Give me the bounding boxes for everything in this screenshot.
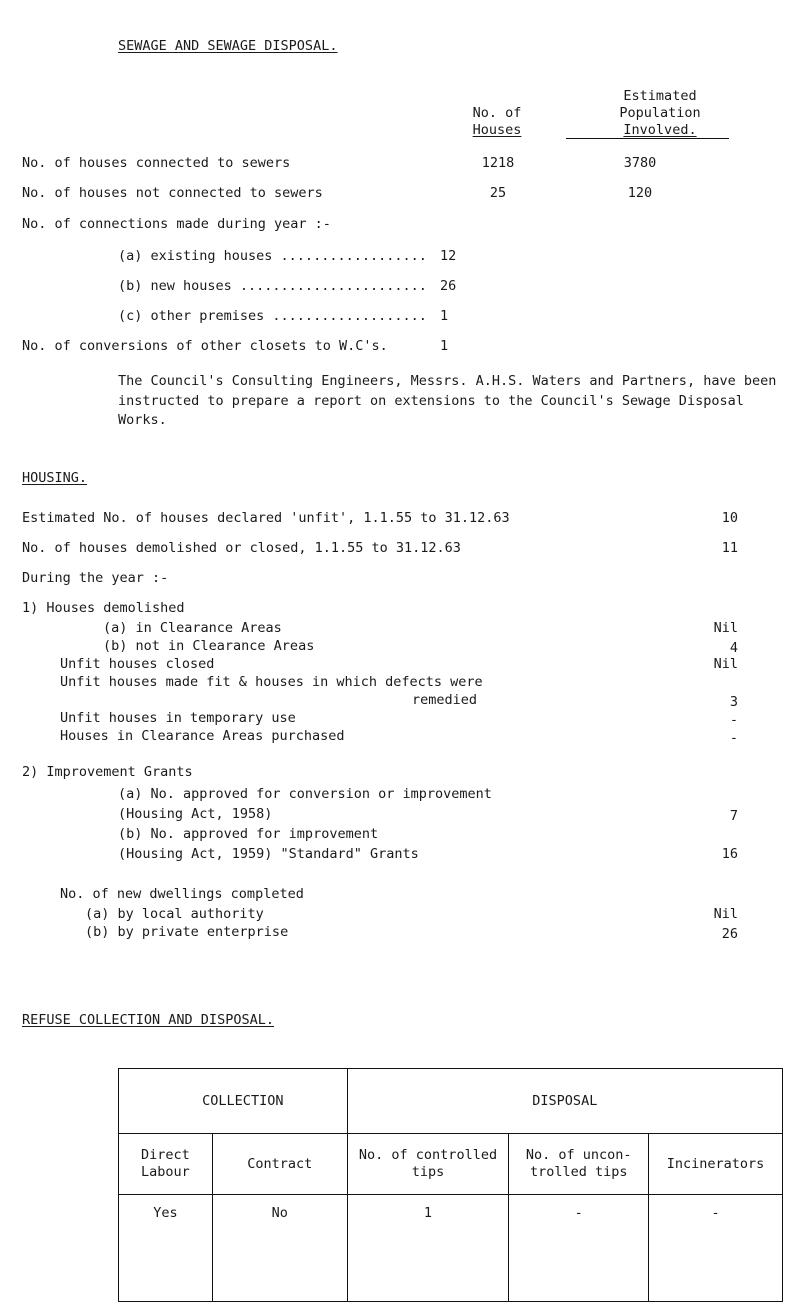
unfit-closed: Unfit houses closed	[60, 656, 215, 672]
refuse-heading: REFUSE COLLECTION AND DISPOSAL.	[22, 1012, 274, 1028]
sewer-connected-label: No. of houses connected to sewers	[22, 155, 291, 171]
grants-b-val: 16	[721, 846, 738, 862]
sewer-connected-pop: 3780	[623, 155, 657, 171]
clearance-purchased-val: -	[729, 730, 738, 746]
sewer-not-connected-label: No. of houses not connected to sewers	[22, 185, 323, 201]
connections-existing: (a) existing houses ..................	[118, 248, 427, 264]
conversions-label: No. of conversions of other closets to W.C's.	[22, 338, 388, 354]
houses-demolished-title: 1) Houses demolished	[22, 600, 185, 616]
connections-new-val: 26	[440, 278, 457, 294]
connections-label: No. of connections made during year :-	[22, 216, 331, 232]
collection-group-header: COLLECTION	[119, 1069, 348, 1134]
connections-existing-val: 12	[440, 248, 457, 264]
conversions-val: 1	[440, 338, 449, 354]
temporary-use-val: -	[729, 712, 738, 728]
refuse-table	[118, 1068, 783, 1302]
improvement-grants-title: 2) Improvement Grants	[22, 764, 193, 780]
demolished-val: 11	[721, 540, 738, 556]
grants-b-line2: (Housing Act, 1959) "Standard" Grants	[118, 846, 419, 862]
made-fit-line2: remedied	[412, 692, 478, 708]
sewage-heading: SEWAGE AND SEWAGE DISPOSAL.	[118, 38, 338, 54]
controlled-tips-header: No. of controlled tips	[347, 1134, 509, 1195]
made-fit-line1: Unfit houses made fit & houses in which defects were	[60, 674, 483, 690]
sewage-paragraph: The Council's Consulting Engineers, Messrs. A.H.S. Waters and Partners, have been instructed to prepare a report on extensions to the Council's Sewage Disposal Works.	[118, 373, 777, 429]
connections-new: (b) new houses .......................	[118, 278, 427, 294]
demolished-label: No. of houses demolished or closed, 1.1.55 to 31.12.63	[22, 540, 461, 556]
demolished-clearance: (a) in Clearance Areas	[103, 620, 282, 636]
grants-a-line1: (a) No. approved for conversion or improvement	[118, 786, 492, 802]
col-houses-header-1: No. of	[472, 105, 522, 121]
uncontrolled-tips-header: No. of uncon- trolled tips	[509, 1134, 649, 1195]
new-private-enterprise-val: 26	[721, 926, 738, 942]
housing-heading: HOUSING.	[22, 470, 88, 486]
new-local-authority: (a) by local authority	[85, 906, 264, 922]
new-local-authority-val: Nil	[713, 906, 738, 922]
clearance-purchased: Houses in Clearance Areas purchased	[60, 728, 345, 744]
sewer-connected-houses: 1218	[481, 155, 515, 171]
grants-a-val: 7	[729, 808, 738, 824]
uncontrolled-tips-value: -	[509, 1195, 649, 1302]
sewer-not-connected-pop: 120	[627, 185, 653, 201]
disposal-group-header: DISPOSAL	[347, 1069, 782, 1134]
contract-value: No	[212, 1195, 347, 1302]
unfit-closed-val: Nil	[713, 656, 738, 672]
col-pop-header-2: Population	[619, 105, 701, 121]
contract-header: Contract	[212, 1134, 347, 1195]
header-rule	[566, 138, 729, 139]
temporary-use: Unfit houses in temporary use	[60, 710, 296, 726]
grants-b-line1: (b) No. approved for improvement	[118, 826, 379, 842]
grants-a-line2: (Housing Act, 1958)	[118, 806, 273, 822]
col-pop-header-1: Estimated	[623, 88, 697, 104]
during-year-label: During the year :-	[22, 570, 169, 586]
made-fit-val: 3	[729, 694, 738, 710]
connections-other-val: 1	[440, 308, 449, 324]
sewer-not-connected-houses: 25	[489, 185, 507, 201]
incinerators-value: -	[649, 1195, 783, 1302]
col-houses-header-2: Houses	[472, 122, 522, 138]
direct-labour-value: Yes	[119, 1195, 213, 1302]
demolished-not-clearance-val: 4	[729, 640, 738, 656]
connections-other: (c) other premises ...................	[118, 308, 427, 324]
unfit-declared-val: 10	[721, 510, 738, 526]
demolished-clearance-val: Nil	[713, 620, 738, 636]
demolished-not-clearance: (b) not in Clearance Areas	[103, 638, 315, 654]
controlled-tips-value: 1	[347, 1195, 509, 1302]
direct-labour-header: Direct Labour	[119, 1134, 213, 1195]
new-private-enterprise: (b) by private enterprise	[85, 924, 289, 940]
unfit-declared-label: Estimated No. of houses declared 'unfit', 1.1.55 to 31.12.63	[22, 510, 510, 526]
incinerators-header: Incinerators	[649, 1134, 783, 1195]
new-dwellings-title: No. of new dwellings completed	[60, 886, 304, 902]
col-pop-header-3: Involved.	[623, 122, 697, 138]
